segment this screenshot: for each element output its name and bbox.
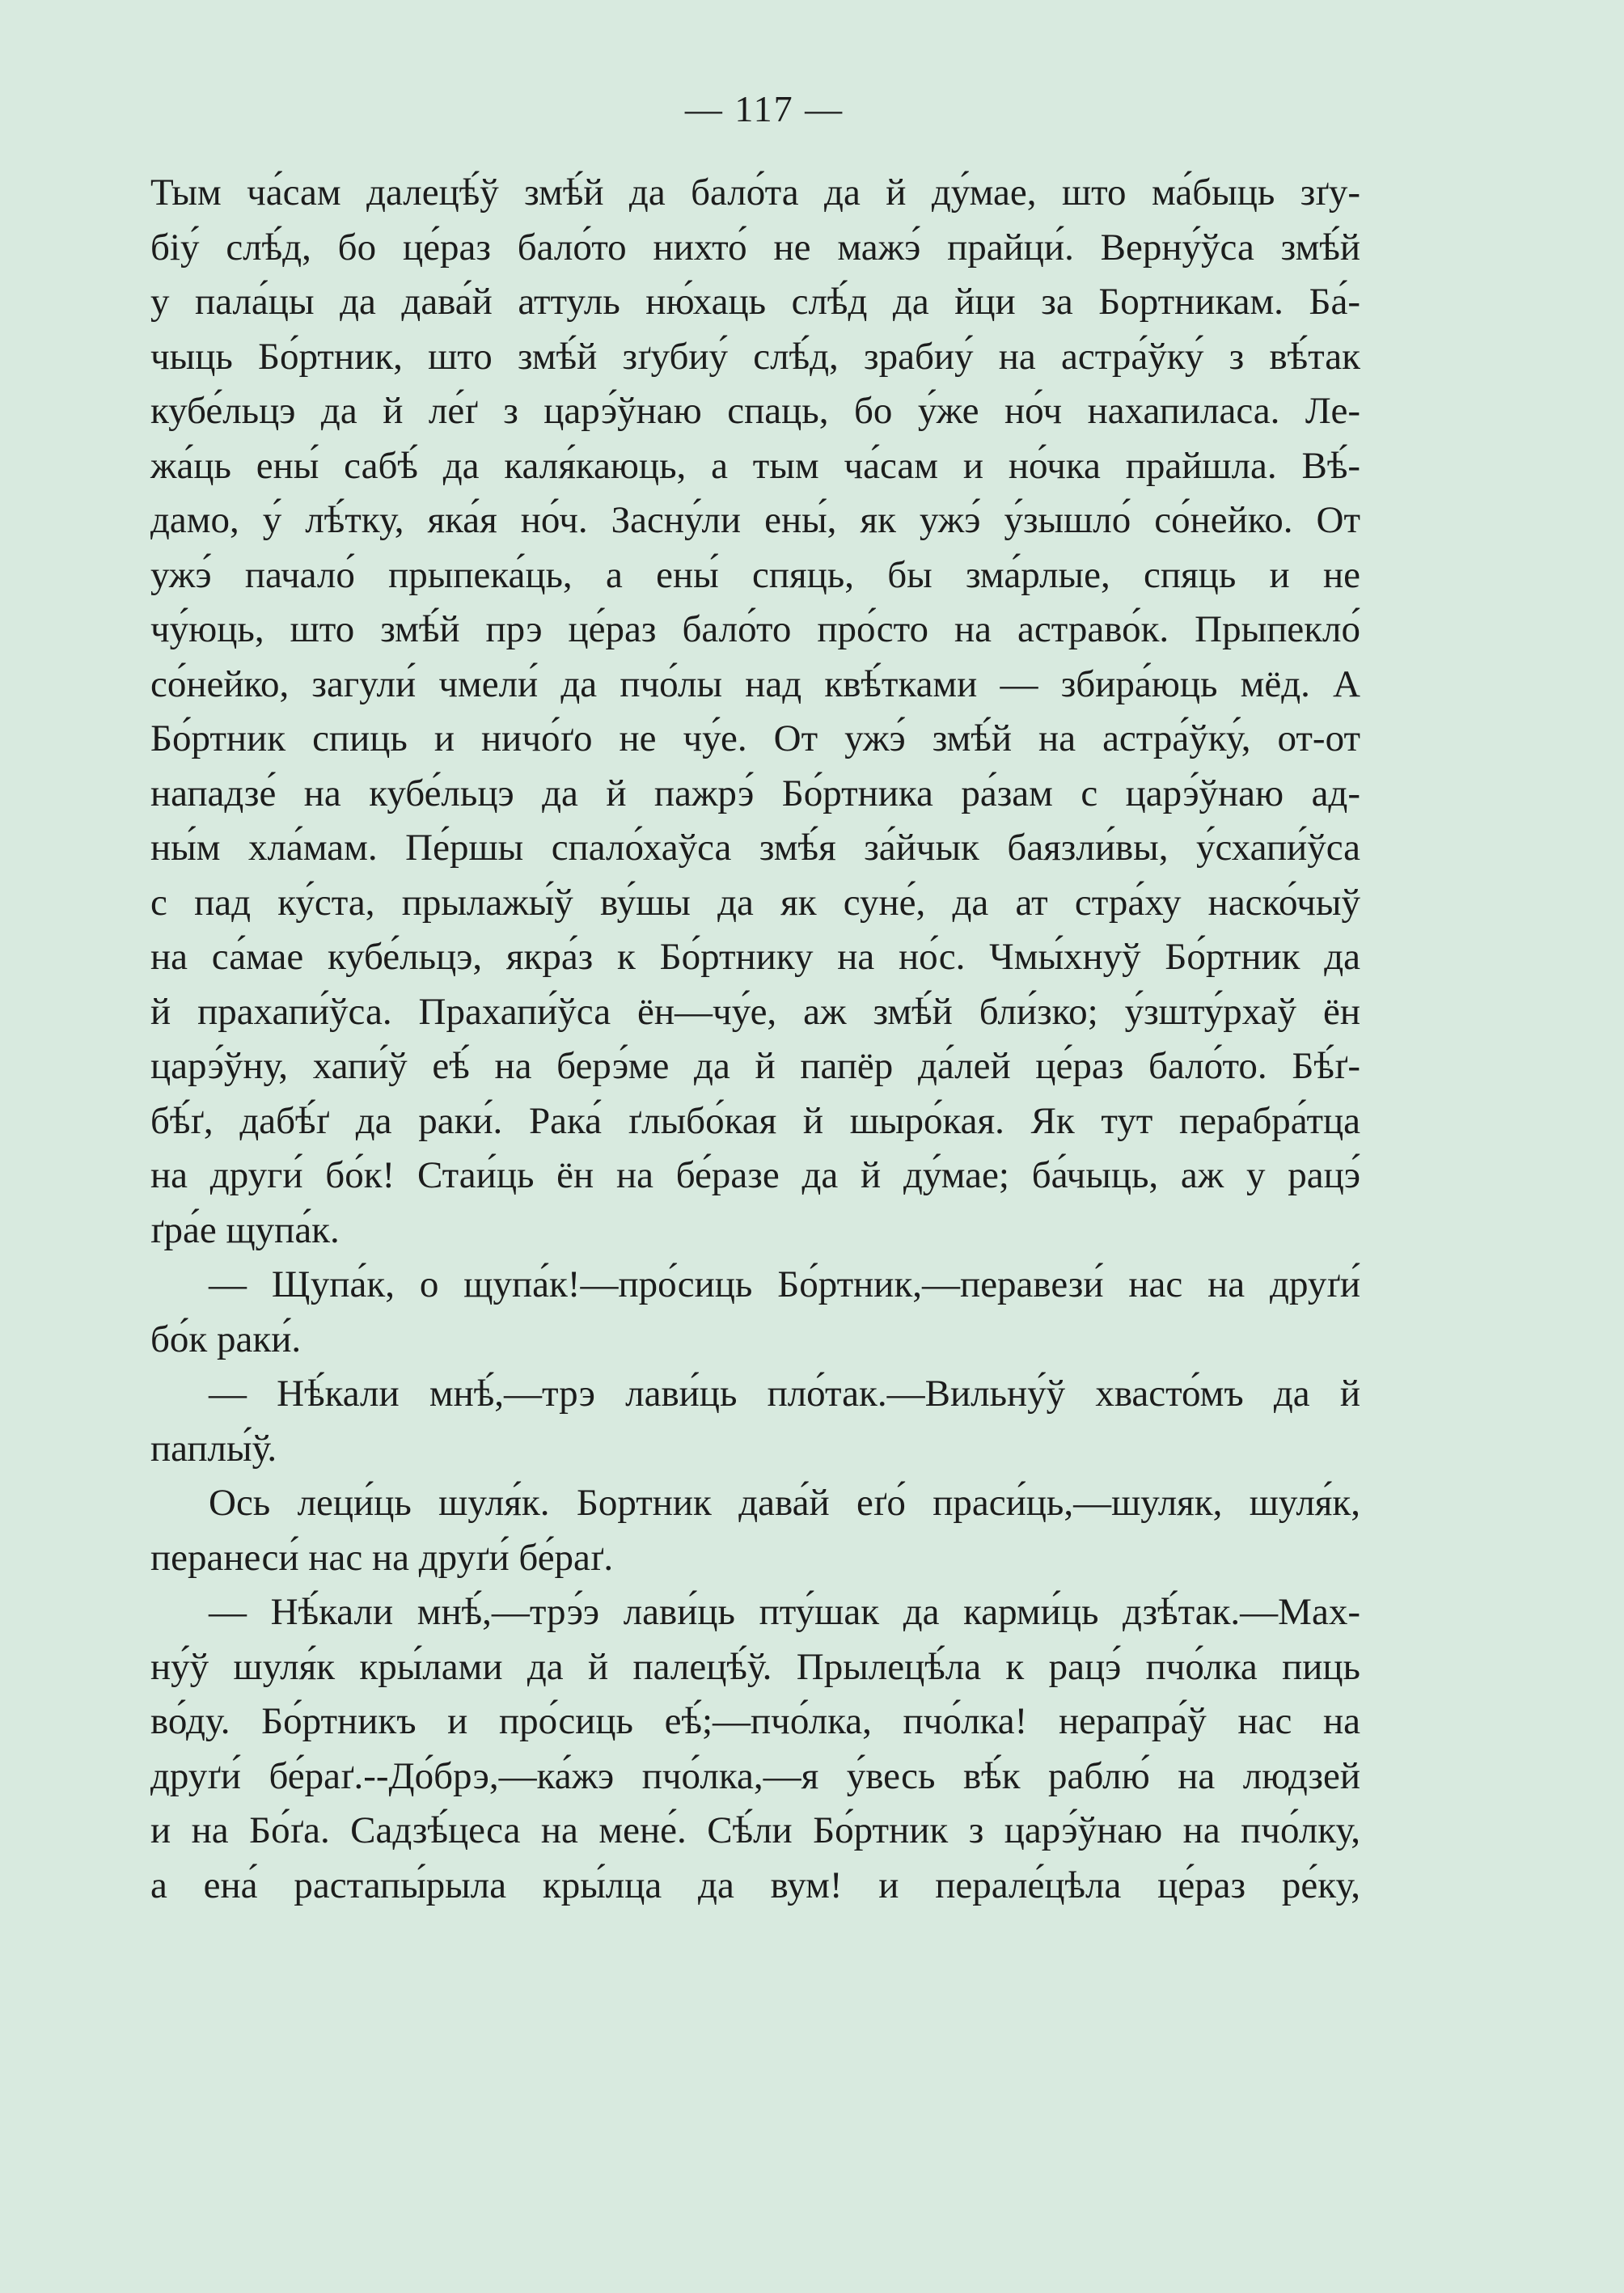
- text-line: бѣ́ґ, дабѣ́ґ да раки́. Рака́ ґлыбо́кая й шыро́кая. Як тут перабра́тца: [150, 1099, 1360, 1142]
- text-line: бо́к раки́.: [150, 1318, 302, 1360]
- text-line: Ось леци́ць шуля́к. Бортник дава́й еґо́ праси́ць,—шуляк, шуля́к,: [209, 1482, 1360, 1524]
- text-line: ґра́е щупа́к.: [150, 1208, 340, 1251]
- text-line: й прахапи́ўса. Прахапи́ўса ён—чу́е, аж змѣ́й бли́зко; у́зшту́рхаў ён: [150, 990, 1360, 1033]
- text-line: паплы́ў.: [150, 1427, 277, 1470]
- text-line: — Щупа́к, о щупа́к!—про́сиць Бо́ртник,—перавези́ нас на друґи́: [209, 1263, 1360, 1305]
- text-line: а ена́ растапы́рыла кры́лца да вум! и перале́цѣла це́раз ре́ку,: [150, 1864, 1360, 1906]
- text-line: друґи́ бе́раґ.--До́брэ,—ка́жэ пчо́лка,—я у́весь вѣ́к раблю́ на людзей: [150, 1754, 1360, 1797]
- text-line: біу́ слѣ́д, бо це́раз бало́то нихто́ не мажэ́ прайци́. Верну́ўса змѣ́й: [150, 226, 1360, 269]
- text-line: Тым ча́сам далецѣ́ў змѣ́й да бало́та да й ду́мае, што ма́быць зґу-: [150, 171, 1360, 214]
- text-line: чу́юць, што змѣ́й прэ це́раз бало́то про́сто на астраво́к. Прыпекло́: [150, 608, 1360, 650]
- page-number: — 117 —: [684, 88, 844, 129]
- text-line: ну́ў шуля́к кры́лами да й палецѣ́ў. Прылецѣ́ла к рацэ́ пчо́лка пиць: [150, 1645, 1360, 1688]
- text-line: и на Бо́ґа. Садзѣ́цеса на мене́. Сѣ́ли Бо́ртник з царэ́ўнаю на пчо́лку,: [150, 1809, 1360, 1851]
- text-line: кубе́льцэ да й ле́ґ з царэ́ўнаю спаць, бо у́же но́ч нахапиласа. Ле-: [150, 390, 1360, 432]
- body-text: [150, 166, 1360, 1913]
- text-line: дамо, у́ лѣ́тку, яка́я но́ч. Засну́ли ены́, як ужэ́ у́зышло́ со́нейко. От: [150, 499, 1360, 541]
- text-line: со́нейко, загули́ чмели́ да пчо́лы над квѣ́тками — збира́юць мёд. А: [150, 662, 1360, 705]
- text-line: — Нѣ́кали мнѣ́,—трэ́э лави́ць пту́шак да карми́ць дзѣ́так.—Мах-: [209, 1591, 1360, 1633]
- text-line: чыць Бо́ртник, што змѣ́й зґубиу́ слѣ́д, зрабиу́ на астра́ўку́ з вѣ́так: [150, 335, 1360, 378]
- text-line: жа́ць ены́ сабѣ́ да каля́каюць, а тым ча́сам и но́чка прайшла. Вѣ́-: [150, 444, 1360, 487]
- text-line: на други́ бо́к! Стаи́ць ён на бе́разе да й ду́мае; ба́чыць, аж у рацэ́: [150, 1154, 1360, 1196]
- text-line: — Нѣ́кали мнѣ́,—трэ лави́ць пло́так.—Вильну́ў хвасто́мъ да й: [209, 1373, 1360, 1415]
- text-line: на са́мае кубе́льцэ, якра́з к Бо́ртнику на но́с. Чмы́хнуў Бо́ртник да: [150, 936, 1360, 978]
- text-line: с пад ку́ста, прылажы́ў ву́шы да як суне́, да ат стра́ху наско́чыў: [150, 881, 1360, 924]
- text-line: Бо́ртник спиць и ничо́ґо не чу́е. От ужэ́ змѣ́й на астра́ўку́, от-от: [150, 717, 1360, 759]
- text-line: царэ́ўну, хапи́ў еѣ́ на берэ́ме да й папёр да́лей це́раз бало́то. Бѣ́ґ-: [150, 1045, 1360, 1087]
- text-line: перанеси́ нас на друґи́ бе́раґ.: [150, 1536, 614, 1579]
- text-line: нападзе́ на кубе́льцэ да й пажрэ́ Бо́ртника ра́зам с царэ́ўнаю ад-: [150, 772, 1360, 814]
- text-line: ны́м хла́мам. Пе́ршы спало́хаўса змѣ́я за́йчык баязли́вы, у́схапи́ўса: [150, 827, 1360, 869]
- text-line: у пала́цы да дава́й аттуль ню́хаць слѣ́д да йци за Бортникам. Ба́-: [150, 281, 1360, 323]
- text-line: ужэ́ пачало́ прыпека́ць, а ены́ спяць, бы зма́рлые, спяць и не: [150, 553, 1360, 596]
- text-line: во́ду. Бо́ртникъ и про́сиць еѣ́;—пчо́лка, пчо́лка! нерапра́ў нас на: [150, 1700, 1360, 1742]
